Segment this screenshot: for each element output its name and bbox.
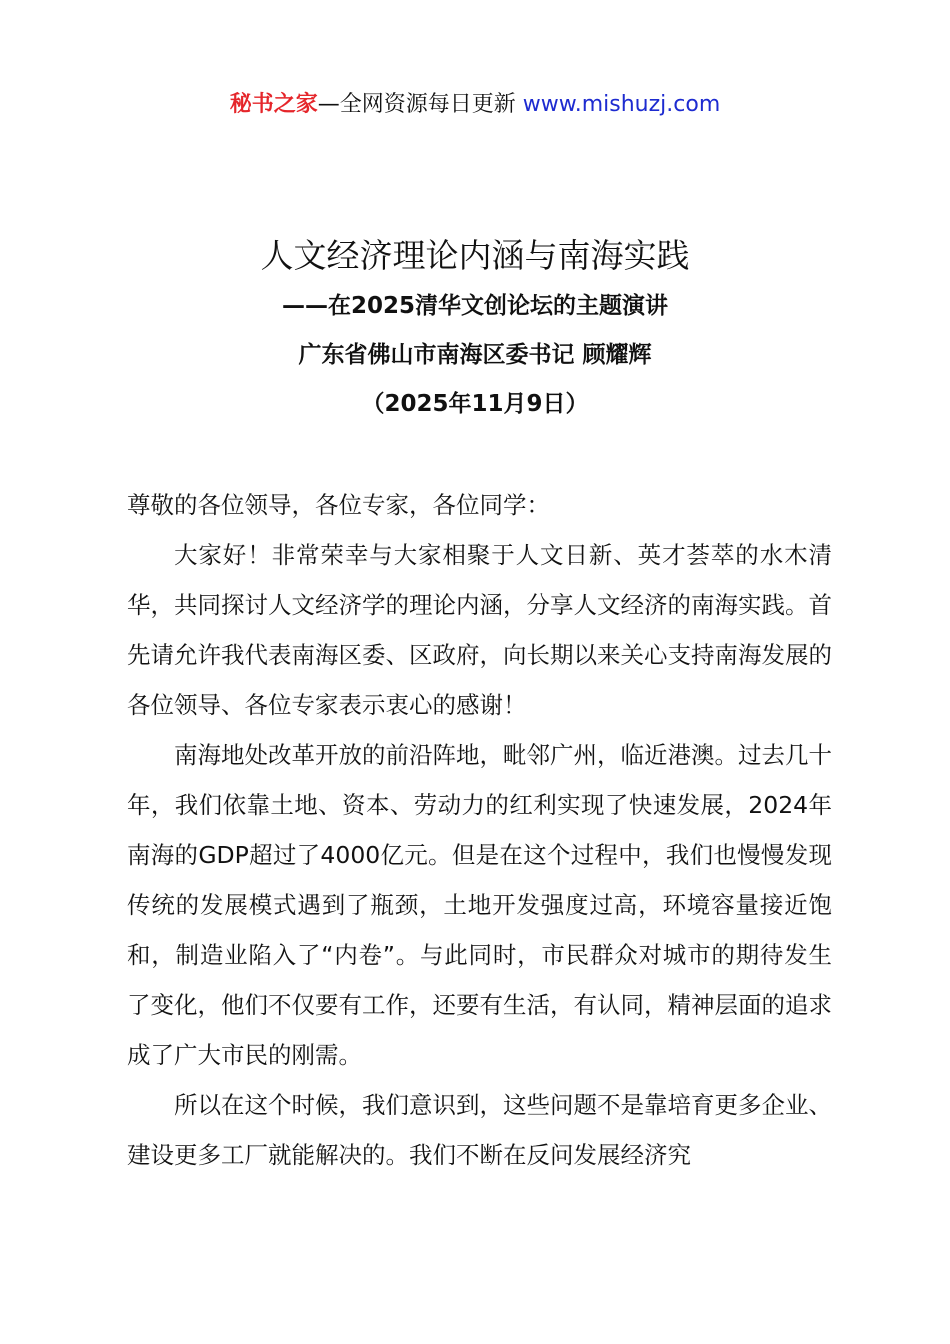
site-url-link[interactable]: www.mishuzj.com: [522, 92, 721, 117]
document-subtitle: ——在2025清华文创论坛的主题演讲: [281, 293, 668, 319]
speech-body: [127, 480, 832, 1180]
speaker-line: 广东省佛山市南海区委书记 顾耀辉: [298, 342, 652, 368]
body-paragraph: 南海地处改革开放的前沿阵地，毗邻广州，临近港澳。过去几十年，我们依靠土地、资本、劳动力的红利实现了快速发展，2024年南海的GDP超过了4000亿元。但是在这个过程中，我们也慢慢发现传统的发展模式遇到了瓶颈，土地开发强度过高，环境容量接近饱和，制造业陷入了“内卷”。与此同时，市民群众对城市的期待发生了变化，他们不仅要有工作，还要有生活，有认同，精神层面的追求成了广大市民的刚需。: [127, 741, 832, 1069]
brand-name: 秘书之家: [229, 92, 318, 117]
body-paragraph: 所以在这个时候，我们意识到，这些问题不是靠培育更多企业、建设更多工厂就能解决的。我们不断在反问发展经济究: [127, 1091, 832, 1169]
salutation: 尊敬的各位领导，各位专家，各位同学：: [127, 491, 550, 519]
body-paragraph: 大家好！非常荣幸与大家相聚于人文日新、英才荟萃的水木清华，共同探讨人文经济学的理论内涵，分享人文经济的南海实践。首先请允许我代表南海区委、区政府，向长期以来关心支持南海发展的各位领导、各位专家表示衷心的感谢！: [127, 541, 832, 719]
site-header: [0, 88, 950, 122]
document-title: 人文经济理论内涵与南海实践: [260, 236, 690, 275]
speech-date: （2025年11月9日）: [361, 391, 589, 417]
header-tagline: —全网资源每日更新: [317, 92, 523, 117]
